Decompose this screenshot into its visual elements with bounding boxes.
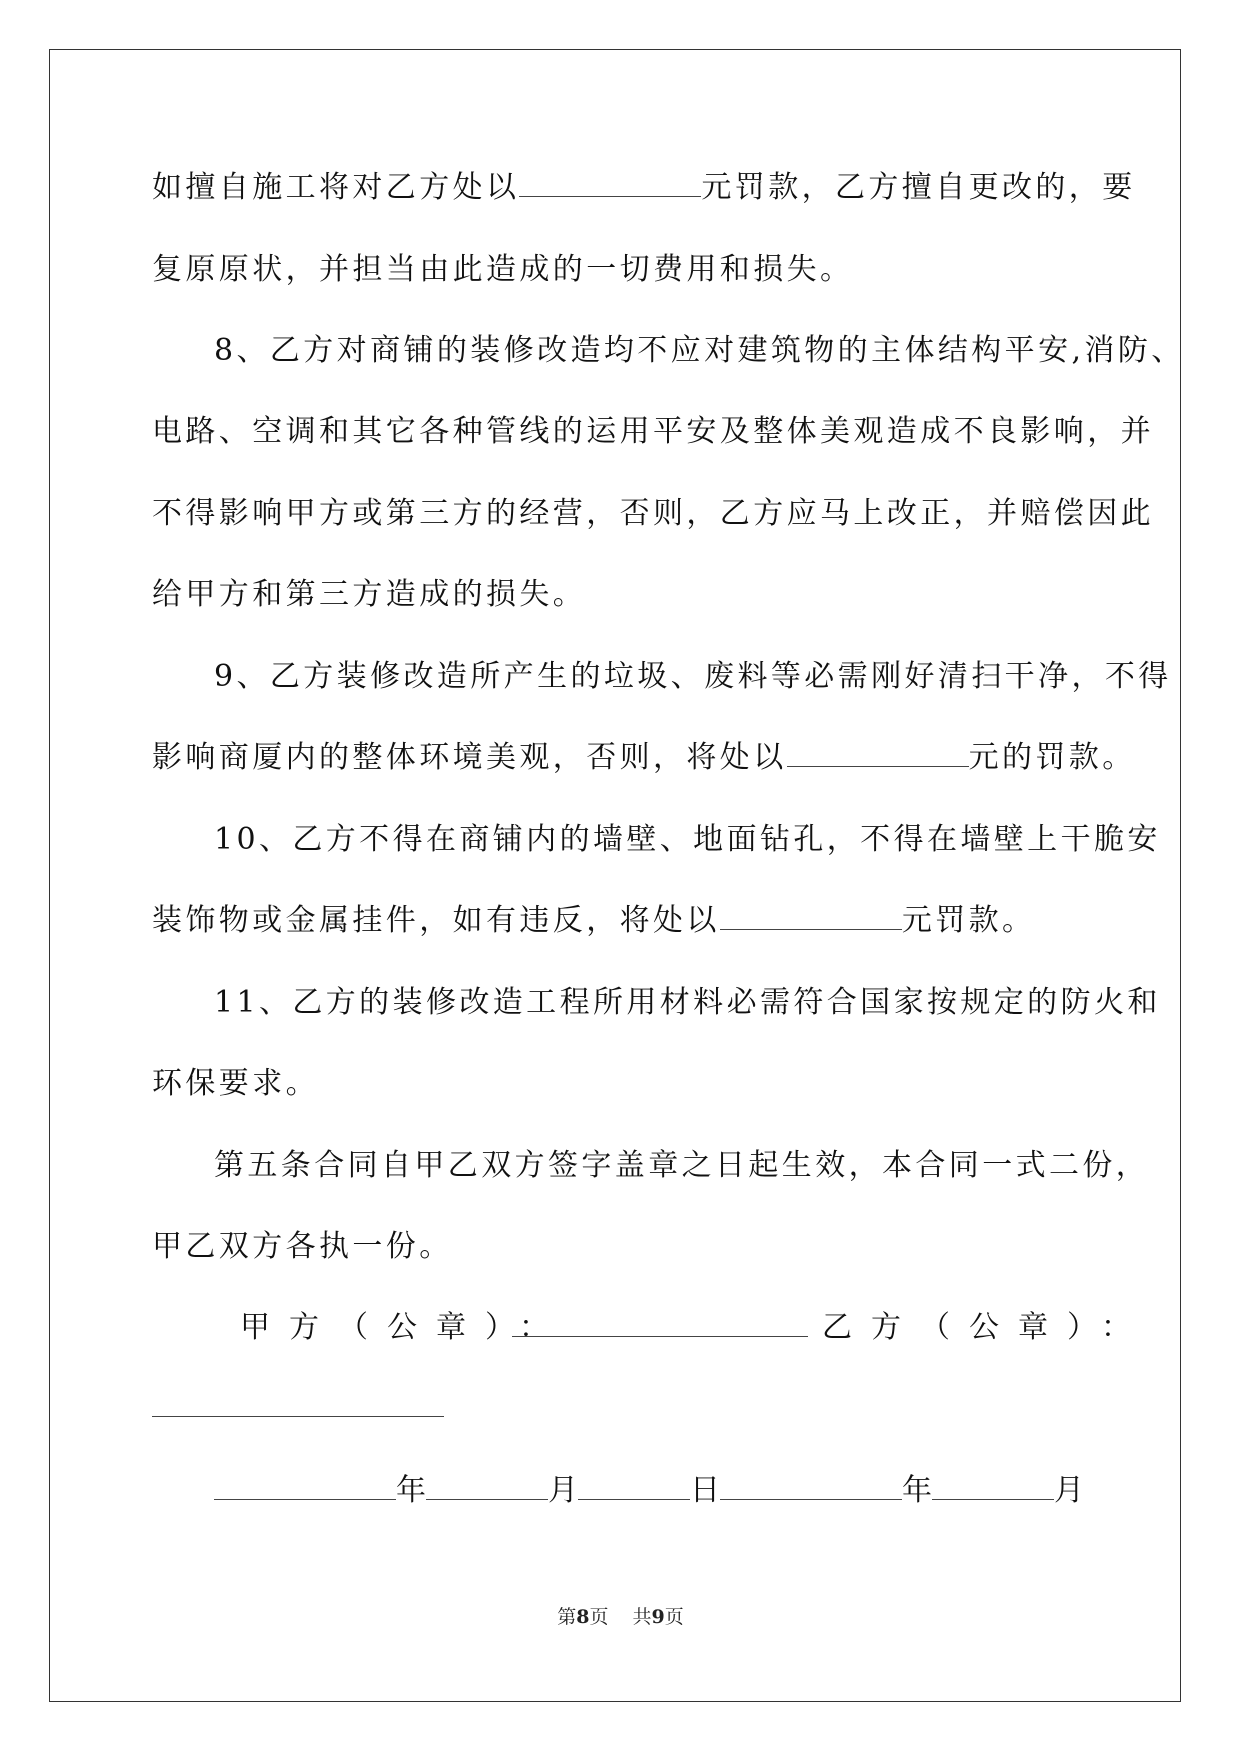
party-b-signature-field[interactable] <box>152 1416 444 1417</box>
fill-in-blank[interactable] <box>787 740 969 767</box>
clause-10-line: 10、乙方不得在商铺内的墙壁、地面钻孔，不得在墙壁上干脆安 <box>214 822 1161 857</box>
text-segment: 元罚款。 <box>901 903 1036 938</box>
fill-in-blank[interactable] <box>519 170 701 197</box>
year-label: 年 <box>396 1473 426 1508</box>
current-page-number: 8 <box>576 1606 590 1628</box>
month-blank[interactable] <box>426 1473 548 1500</box>
month-label-2: 月 <box>1054 1473 1084 1508</box>
footer-page-suffix: 页 <box>589 1606 609 1628</box>
clause-8-line: 8、乙方对商铺的装修改造均不应对建筑物的主体结构平安,消防、 <box>214 333 1185 368</box>
text-segment: 元的罚款。 <box>968 740 1136 775</box>
paragraph-line: 环保要求。 <box>152 1066 319 1101</box>
text-segment: 元罚款，乙方擅自更改的，要 <box>701 170 1136 205</box>
year-label-2: 年 <box>902 1473 932 1508</box>
paragraph-line <box>152 901 1035 941</box>
text-segment: 装饰物或金属挂件，如有违反，将处以 <box>152 903 720 938</box>
month-label: 月 <box>548 1473 578 1508</box>
clause-9-line: 9、乙方装修改造所产生的垃圾、废料等必需刚好清扫干净，不得 <box>214 659 1172 694</box>
year-blank-2[interactable] <box>720 1473 902 1500</box>
footer-prefix: 第 <box>557 1606 577 1628</box>
article-5-line: 第五条合同自甲乙双方签字盖章之日起生效，本合同一式二份， <box>214 1148 1150 1183</box>
paragraph-line: 电路、空调和其它各种管线的运用平安及整体美观造成不良影响，并 <box>152 414 1154 449</box>
day-label: 日 <box>690 1473 720 1508</box>
party-b-seal-label: 乙方（公章）： <box>822 1310 1150 1345</box>
text-segment: 如擅自施工将对乙方处以 <box>152 170 520 205</box>
page-border <box>49 49 1181 1702</box>
party-a-seal-label: 甲方（公章）： <box>240 1310 568 1345</box>
fill-in-blank[interactable] <box>720 903 902 930</box>
date-row <box>214 1471 1084 1511</box>
paragraph-line: 给甲方和第三方造成的损失。 <box>152 577 587 612</box>
paragraph-line <box>152 168 1136 208</box>
footer-total-prefix: 共 <box>632 1606 652 1628</box>
paragraph-line: 复原原状，并担当由此造成的一切费用和损失。 <box>152 252 854 287</box>
paragraph-line: 甲乙双方各执一份。 <box>152 1229 453 1264</box>
clause-11-line: 11、乙方的装修改造工程所用材料必需符合国家按规定的防火和 <box>214 985 1161 1020</box>
month-blank-2[interactable] <box>932 1473 1054 1500</box>
paragraph-line <box>152 738 1136 778</box>
page-footer <box>0 1605 1241 1629</box>
footer-total-suffix: 页 <box>664 1606 684 1628</box>
total-page-number: 9 <box>651 1606 665 1628</box>
text-segment: 影响商厦内的整体环境美观，否则，将处以 <box>152 740 787 775</box>
party-a-signature-field[interactable] <box>512 1336 808 1337</box>
year-blank[interactable] <box>214 1473 396 1500</box>
day-blank[interactable] <box>578 1473 690 1500</box>
paragraph-line: 不得影响甲方或第三方的经营，否则，乙方应马上改正，并赔偿因此 <box>152 496 1154 531</box>
